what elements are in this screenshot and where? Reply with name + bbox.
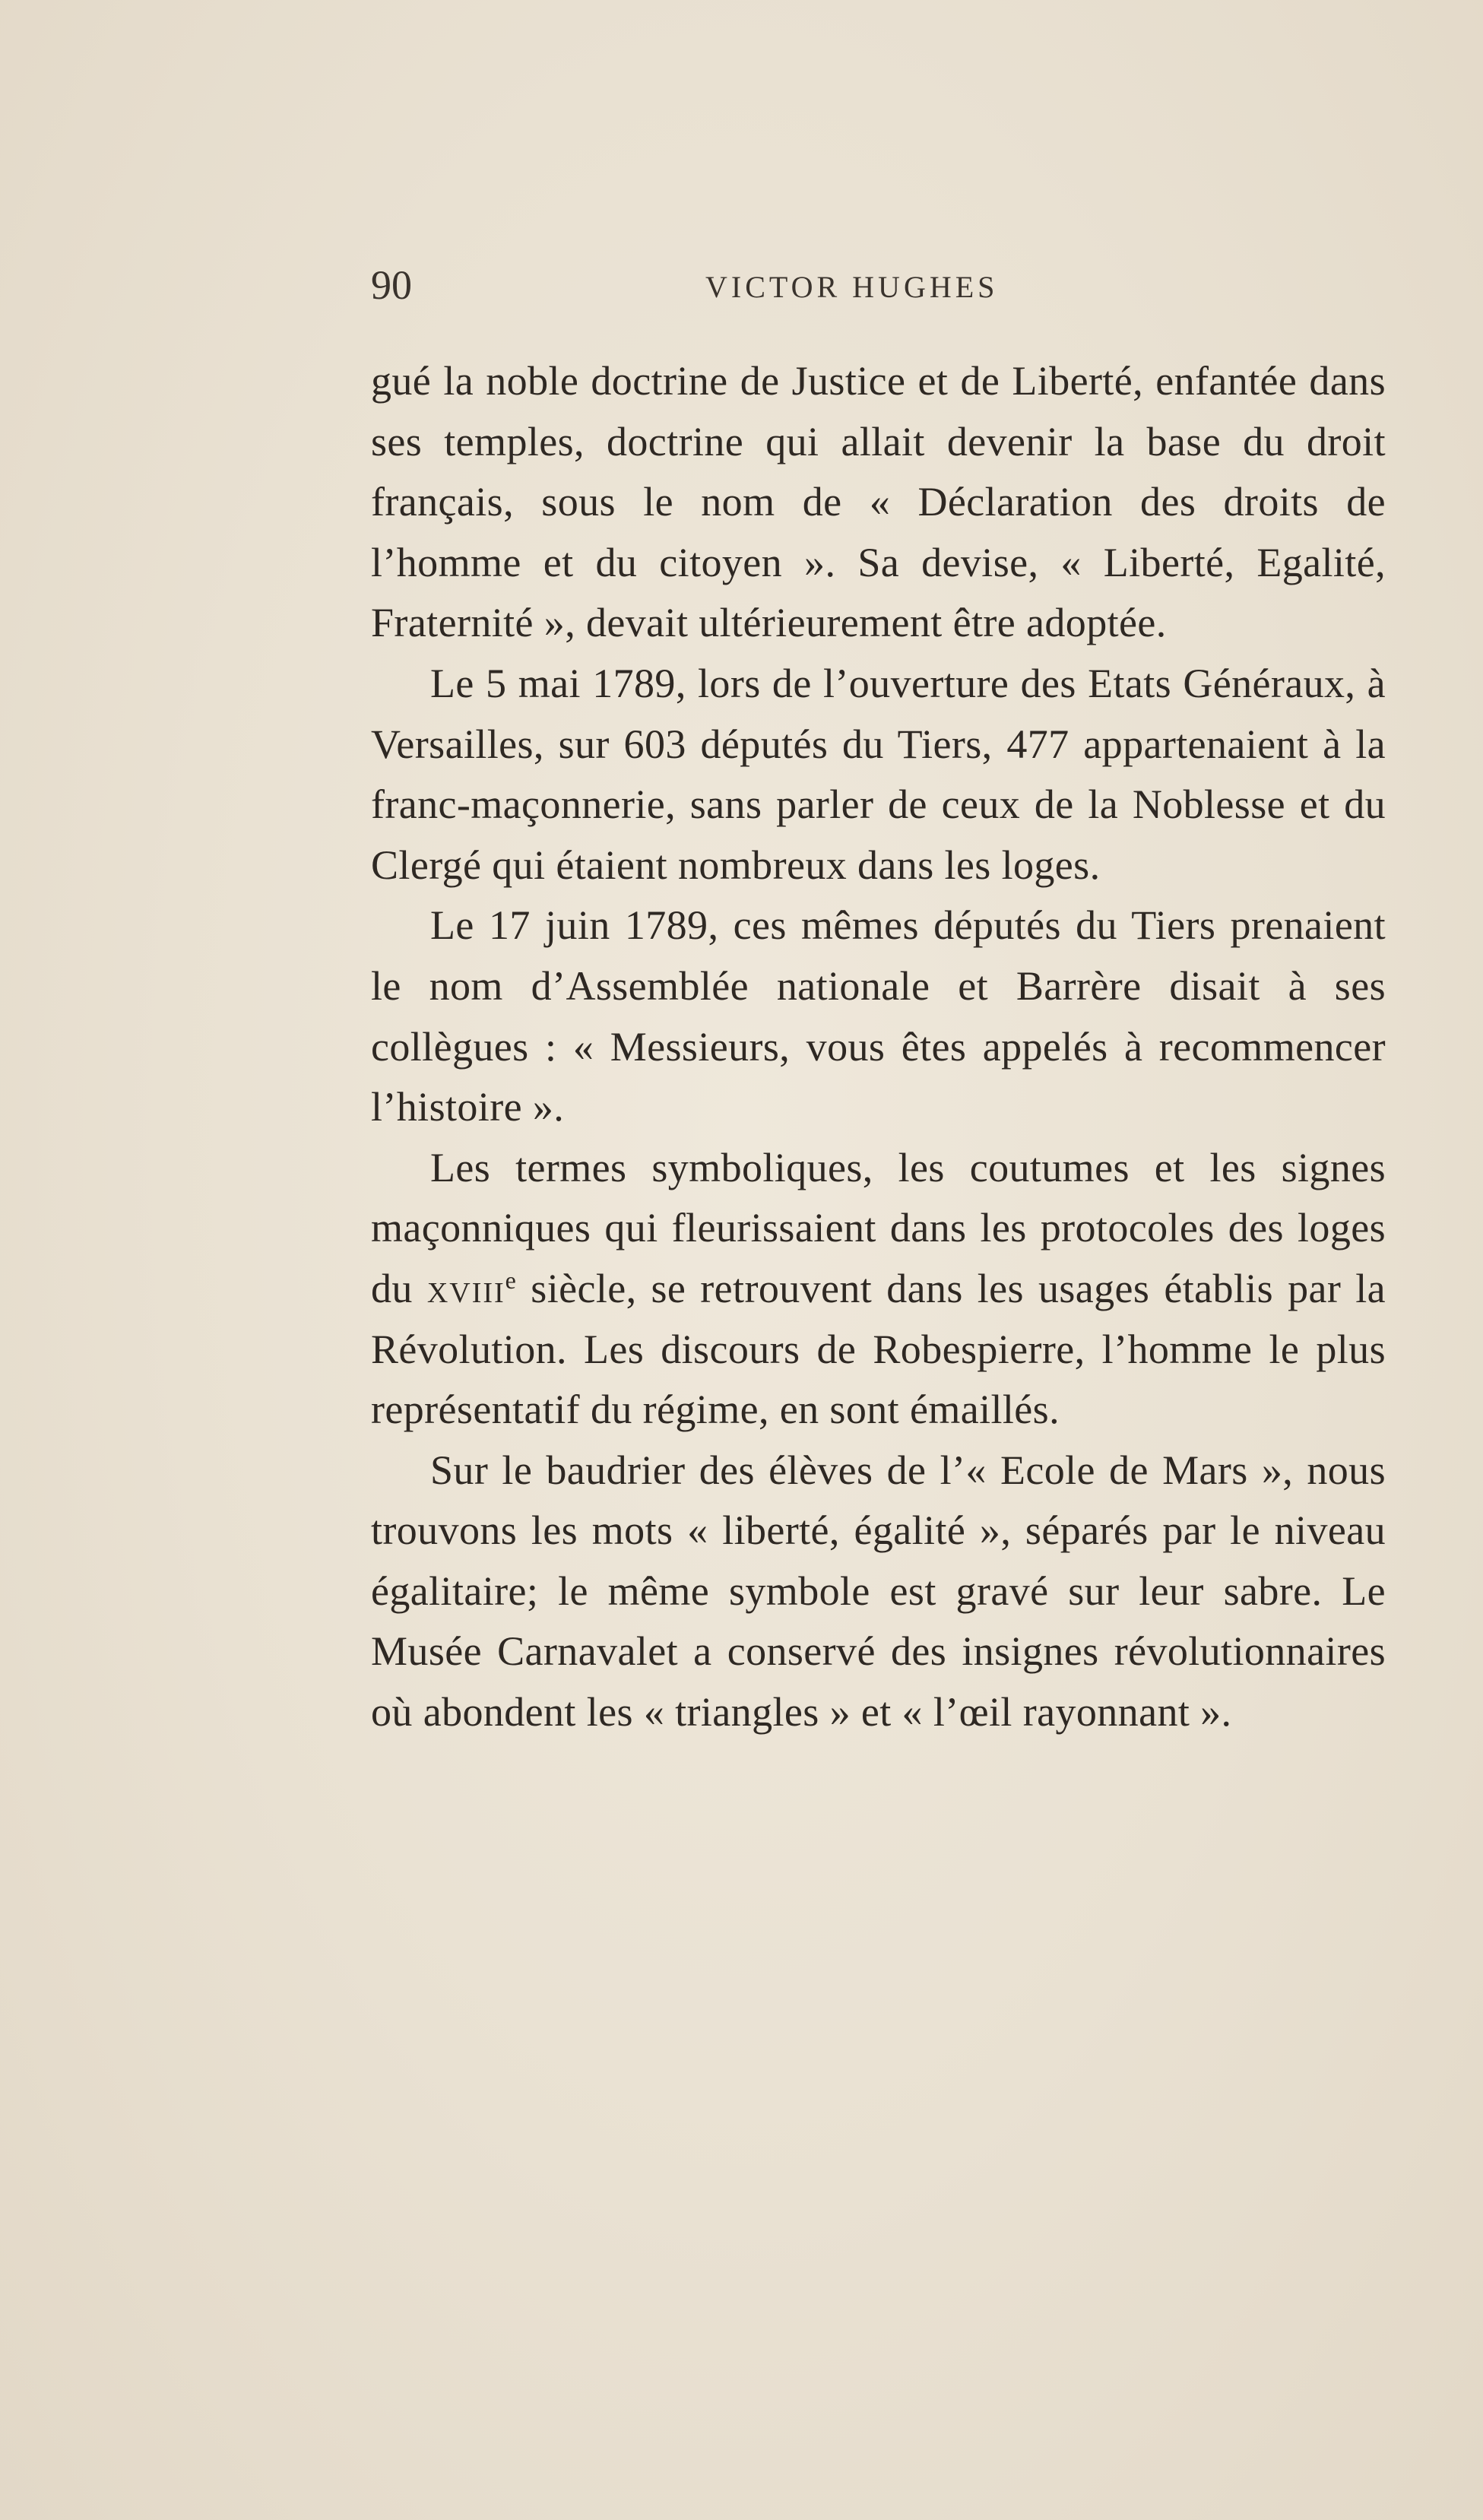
paragraph-5: Sur le baudrier des élèves de l’« Ecole de Mars », nous trouvons les mots « liberté, égalité », séparés par le niveau égalitaire; le même symbole est gravé sur leur sabre. Le Musée Carnavalet a conservé des insignes révolutionnaires où abondent les « triangles » et « l’œil rayonnant ».	[371, 1447, 1386, 1735]
paragraph-4-text-before: Les termes symboliques, les coutumes et les signes maçonniques qui fleurissaient dans les protocoles des loges du	[371, 1144, 1386, 1311]
paragraph-4	[371, 1138, 1386, 1441]
paragraph-1: gué la noble doctrine de Justice et de Liberté, enfantée dans ses temples, doctrine qui allait devenir la base du droit français, sous le nom de « Déclaration des droits de l’homme et du citoyen ». Sa devise, « Liberté, Egalité, Fraternité », devait ultérieurement être adoptée.	[371, 358, 1386, 646]
running-head	[371, 258, 1405, 312]
paragraph-4-text-after: siècle, se retrouvent dans les usages établis par la Révolution. Les discours de Robespierre, l’homme le plus représentatif du régime, en sont émaillés.	[371, 1265, 1386, 1433]
body-text	[371, 351, 1386, 1743]
century-suffix: e	[505, 1266, 517, 1294]
running-title: VICTOR HUGHES	[705, 270, 999, 304]
paragraph-2: Le 5 mai 1789, lors de l’ouverture des Etats Généraux, à Versailles, sur 603 députés du Tiers, 477 appartenaient à la franc-maçonnerie, sans parler de ceux de la Noblesse et du Clergé qui étaient nombreux dans les loges.	[371, 660, 1386, 888]
page-number: 90	[371, 262, 412, 308]
century-numeral: xviii	[426, 1265, 505, 1311]
paragraph-3: Le 17 juin 1789, ces mêmes députés du Tiers prenaient le nom d’Assemblée nationale et Barrère disait à ses collègues : « Messieurs, vous êtes appelés à recommencer l’histoire ».	[371, 902, 1386, 1130]
